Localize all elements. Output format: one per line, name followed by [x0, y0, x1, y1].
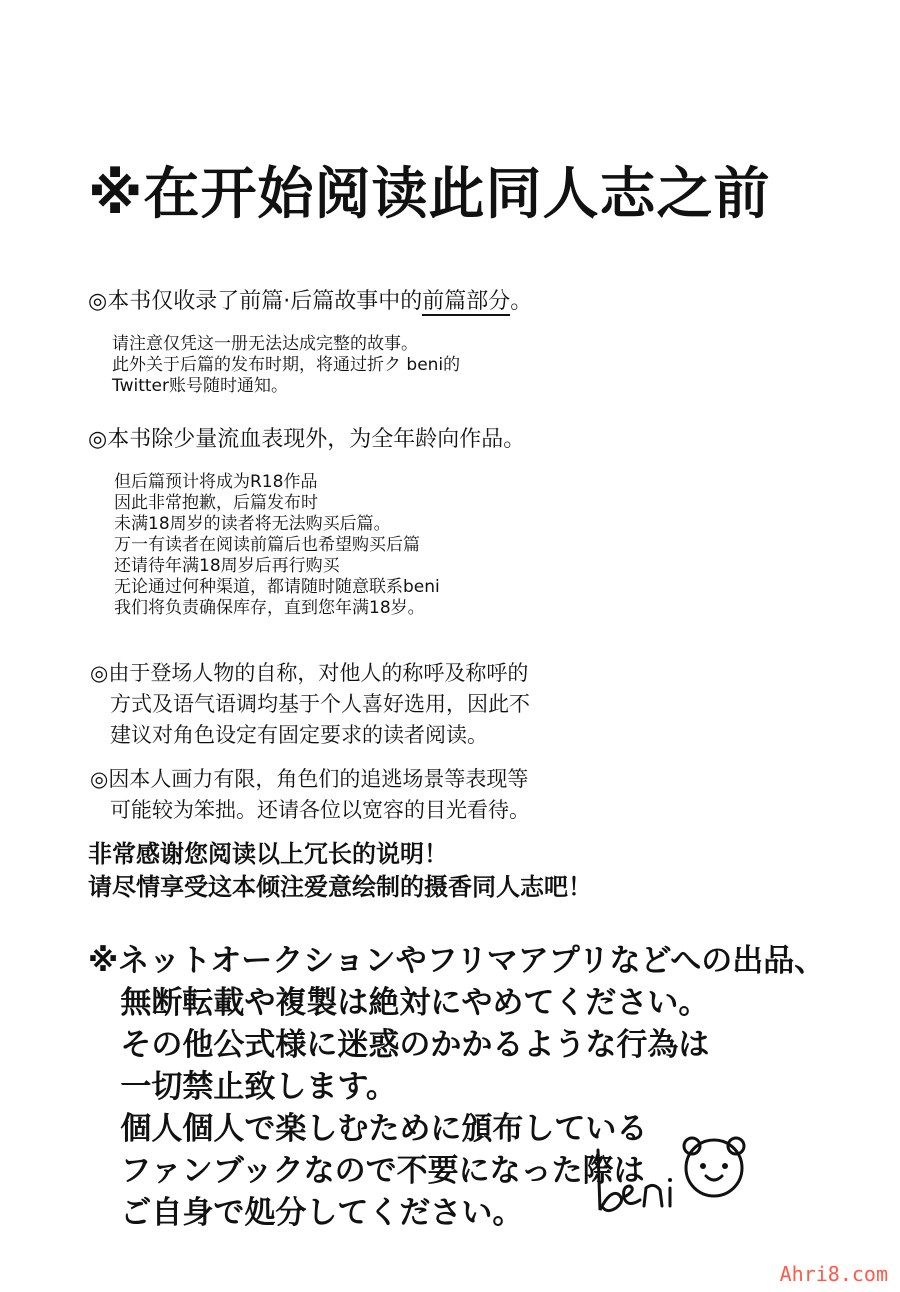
thanks-message: 非常感谢您阅读以上冗长的说明！ 请尽情享受这本倾注爱意绘制的摄香同人志吧！	[88, 840, 592, 901]
section4-body: ◎因本人画力有限，角色们的追逃场景等表现等 可能较为笨拙。还请各位以宽容的目光看待。	[90, 767, 531, 822]
page-title: ※在开始阅读此同人志之前	[88, 162, 771, 227]
section1-heading	[88, 284, 532, 315]
section1-heading-prefix: ◎本书仅收录了前篇·后篇故事中的	[88, 289, 423, 314]
section2-heading: ◎本书除少量流血表现外，为全年龄向作品。	[88, 427, 526, 452]
signature-beni-bear-icon	[590, 1130, 760, 1230]
watermark: Ahri8.com	[779, 1262, 888, 1286]
section1-body: 请注意仅凭这一册无法达成完整的故事。 此外关于后篇的发布时期，将通过折ク beni的 Twitter账号随时通知。	[112, 334, 461, 396]
section1-heading-suffix: 。	[510, 289, 533, 314]
section3-body: ◎由于登场人物的自称，对他人的称呼及称呼的 方式及语气语调均基于个人喜好选用，因此不 建议对角色设定有固定要求的读者阅读。	[90, 661, 531, 747]
japanese-notice: ※ネットオークションやフリマアプリなどへの出品、 無断転載や複製は絶対にやめてください。 その他公式様に迷惑のかかるような行為は 一切禁止致します。 個人個人で楽しむために頒布している ファンブックなので不要になった際は ご自身で処分してください。	[88, 943, 826, 1231]
section2-body: 但后篇预计将成为R18作品 因此非常抱歉，后篇发布时 未满18周岁的读者将无法购买后篇。 万一有读者在阅读前篇后也希望购买后篇 还请待年满18周岁后再行购买 无论通过何种渠道，都请随时随意联系beni 我们将负责确保库存，直到您年满18岁。	[114, 472, 440, 618]
section1-heading-underlined: 前篇部分	[422, 289, 511, 314]
